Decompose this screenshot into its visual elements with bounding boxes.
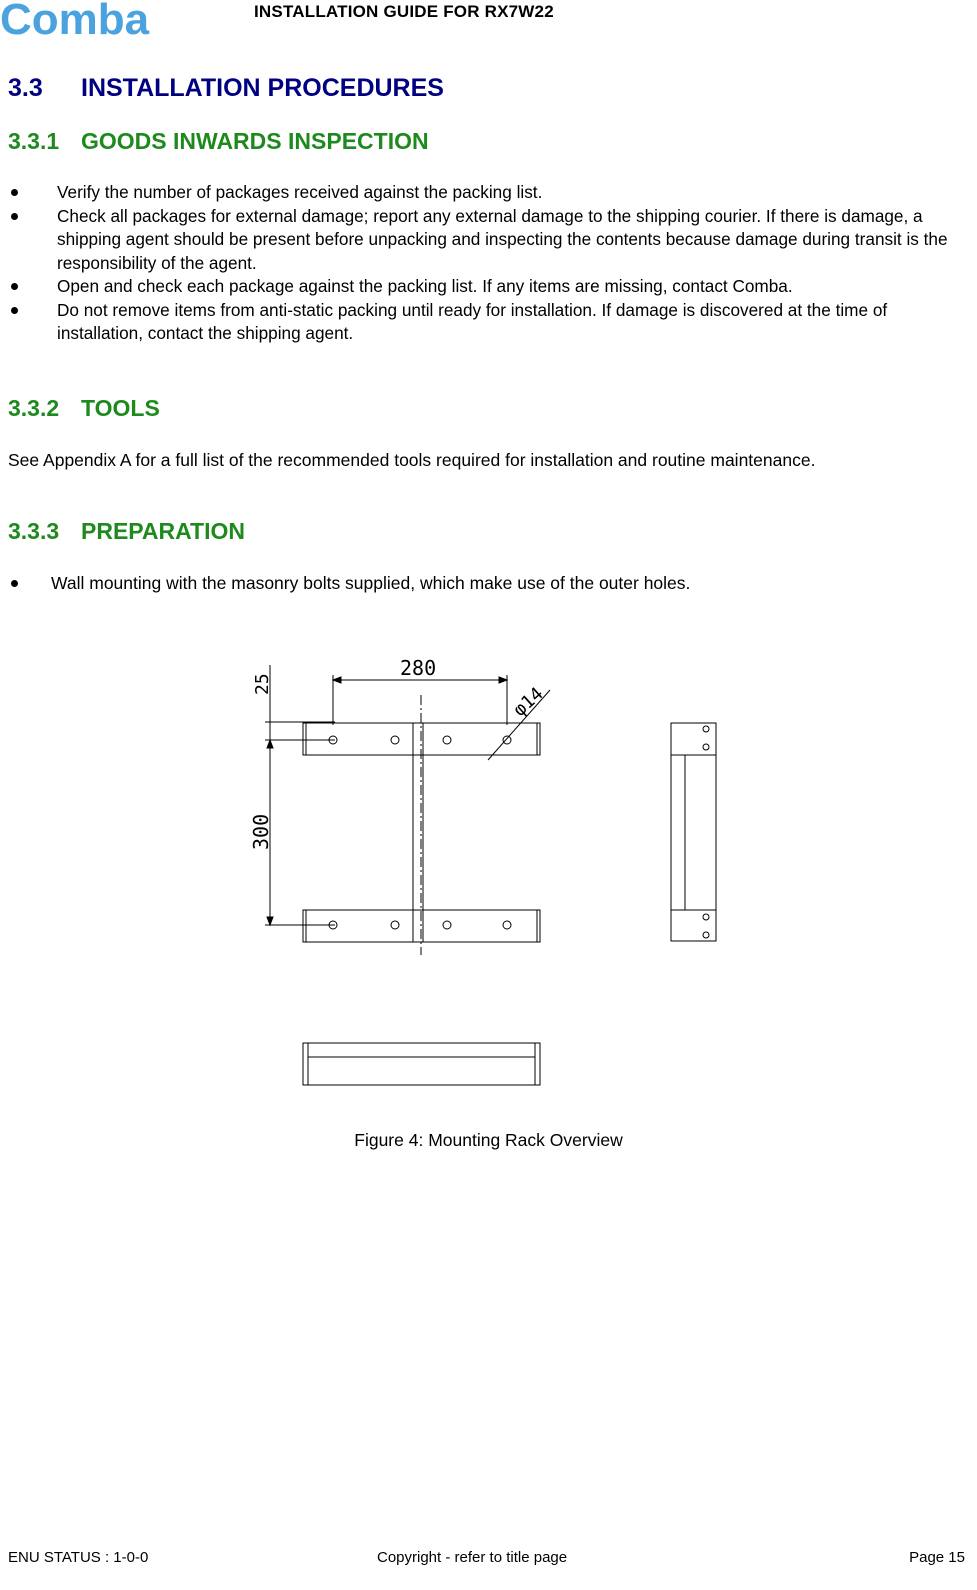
mount-hole [391,921,399,929]
dimension-hole-label: φ14 [509,683,548,721]
bullet-icon [11,307,18,314]
bottom-view [303,1043,540,1085]
arrow-icon [499,677,507,683]
list-item: Do not remove items from anti-static packing until ready for installation. If damage is discovered at the time of installation, contact the shipping agent. [8,299,968,346]
arrow-icon [333,677,341,683]
section-heading [8,74,444,103]
mounting-rack-drawing [240,645,740,1100]
subsection-number: 3.3.1 [8,128,60,154]
subsection-heading-tools [8,395,160,422]
subsection-heading-preparation [8,518,245,545]
subsection-number: 3.3.2 [8,395,60,421]
side-view [671,723,716,941]
bullet-icon [11,213,18,220]
arrow-icon [267,917,273,925]
bullet-icon [11,283,18,290]
figure-caption: Figure 4: Mounting Rack Overview [354,1130,623,1150]
mount-hole [503,921,511,929]
section-number: 3.3 [8,74,43,102]
dimension-280-label: 280 [400,656,437,680]
mount-hole [391,736,399,744]
logo-text: Comba [0,0,150,40]
subsection-title: TOOLS [81,395,160,421]
preparation-bullet: Wall mounting with the masonry bolts supplied, which make use of the outer holes. [8,572,690,594]
subsection-heading-inspection [8,128,429,155]
section-title: INSTALLATION PROCEDURES [81,74,444,102]
list-item: Check all packages for external damage; report any external damage to the shipping courier. If there is damage, a shipping agent should be present before unpacking and inspecting the contents because damage during transit is the responsibility of the agent. [8,205,968,276]
footer-copyright: Copyright - refer to title page [377,1549,568,1566]
subsection-title: GOODS INWARDS INSPECTION [81,128,429,154]
tools-paragraph: See Appendix A for a full list of the recommended tools required for installation and routine maintenance. [8,450,816,470]
footer-status: ENU STATUS : 1-0-0 [8,1549,149,1566]
bullet-icon [11,189,18,196]
mount-hole [503,736,511,744]
comba-logo [0,0,180,40]
mount-hole [443,736,451,744]
subsection-number: 3.3.3 [8,518,60,544]
subsection-title: PREPARATION [81,518,245,544]
arrow-icon [267,740,273,748]
list-item: Open and check each package against the packing list. If any items are missing, contact Comba. [8,275,968,299]
list-item: Verify the number of packages received against the packing list. [8,181,968,205]
dimension-300-label: 300 [249,813,273,850]
bullet-icon [11,580,18,587]
document-title: INSTALLATION GUIDE FOR RX7W22 [254,2,554,21]
mount-hole [443,921,451,929]
dimension-25-label: 25 [252,673,273,695]
footer-page-number: Page 15 [909,1549,965,1566]
inspection-bullet-list [8,181,968,346]
